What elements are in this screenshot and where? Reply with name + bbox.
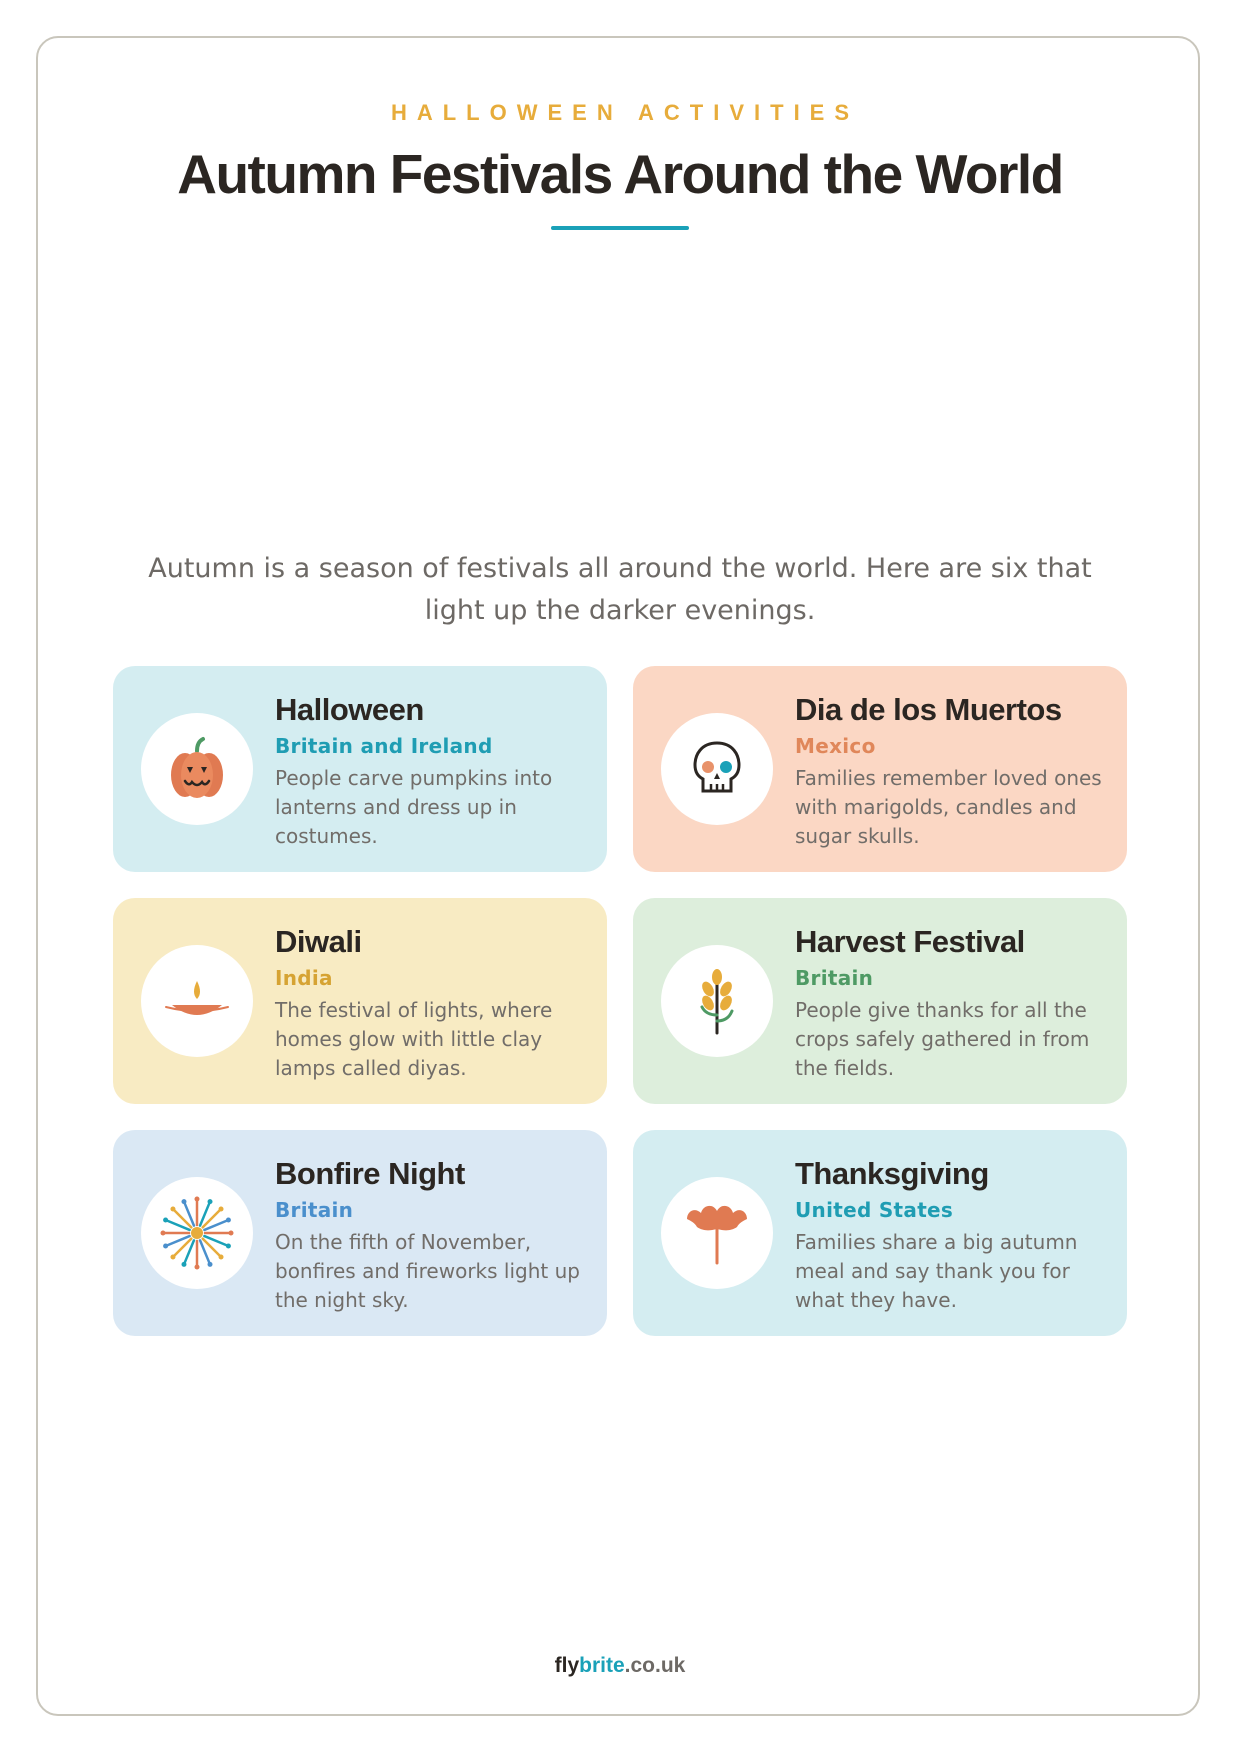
page-sheet xyxy=(36,36,1200,1716)
festival-name: Thanksgiving xyxy=(795,1156,989,1191)
festival-card-thanksgiving xyxy=(633,1130,1127,1336)
festival-name: Harvest Festival xyxy=(795,924,1025,959)
festival-card-dia-de-los-muertos xyxy=(633,666,1127,872)
skull-icon xyxy=(687,737,747,801)
festival-region: Britain xyxy=(795,966,874,990)
icon-circle xyxy=(141,713,253,825)
page-title: Autumn Festivals Around the World xyxy=(177,143,1063,205)
brand-fly: fly xyxy=(554,1654,580,1677)
turkey-feather-icon xyxy=(681,1197,753,1269)
eyebrow-label: HALLOWEEN ACTIVITIES xyxy=(390,100,860,125)
festival-region: Britain and Ireland xyxy=(275,734,493,758)
icon-circle xyxy=(661,1177,773,1289)
festival-card-harvest-festival xyxy=(633,898,1127,1104)
diya-lamp-icon xyxy=(162,971,232,1031)
icon-circle xyxy=(141,945,253,1057)
festival-description: People give thanks for all the crops safely gathered in from the fields. xyxy=(795,998,1090,1080)
icon-circle xyxy=(661,945,773,1057)
festival-name: Bonfire Night xyxy=(275,1156,465,1191)
festival-description: The festival of lights, where homes glow with little clay lamps called diyas. xyxy=(275,998,553,1080)
festival-name: Halloween xyxy=(275,692,424,727)
festival-name: Dia de los Muertos xyxy=(795,692,1062,727)
festival-name: Diwali xyxy=(275,924,362,959)
brand-domain: .co.uk xyxy=(624,1654,686,1677)
intro-text: Autumn is a season of festivals all around the world. Here are six that light up the darker evenings. xyxy=(148,553,1092,626)
firework-icon xyxy=(159,1195,235,1271)
festival-card-diwali xyxy=(113,898,607,1104)
pumpkin-icon xyxy=(159,731,235,807)
festival-region: Mexico xyxy=(795,734,876,758)
brand-brite: brite xyxy=(579,1654,625,1677)
icon-circle xyxy=(141,1177,253,1289)
festival-region: United States xyxy=(795,1198,954,1222)
festival-description: On the fifth of November, bonfires and fireworks light up the night sky. xyxy=(275,1230,580,1312)
festival-card-halloween xyxy=(113,666,607,872)
icon-circle xyxy=(661,713,773,825)
footer-brand xyxy=(0,1654,1240,1678)
festival-description: People carve pumpkins into lanterns and dress up in costumes. xyxy=(275,766,553,848)
festival-region: Britain xyxy=(275,1198,354,1222)
festival-description: Families share a big autumn meal and say thank you for what they have. xyxy=(795,1230,1078,1312)
wheat-icon xyxy=(692,965,742,1037)
festival-card-bonfire-night xyxy=(113,1130,607,1336)
festival-description: Families remember loved ones with marigolds, candles and sugar skulls. xyxy=(795,766,1102,848)
title-underline xyxy=(551,226,689,230)
festival-region: India xyxy=(275,966,333,990)
